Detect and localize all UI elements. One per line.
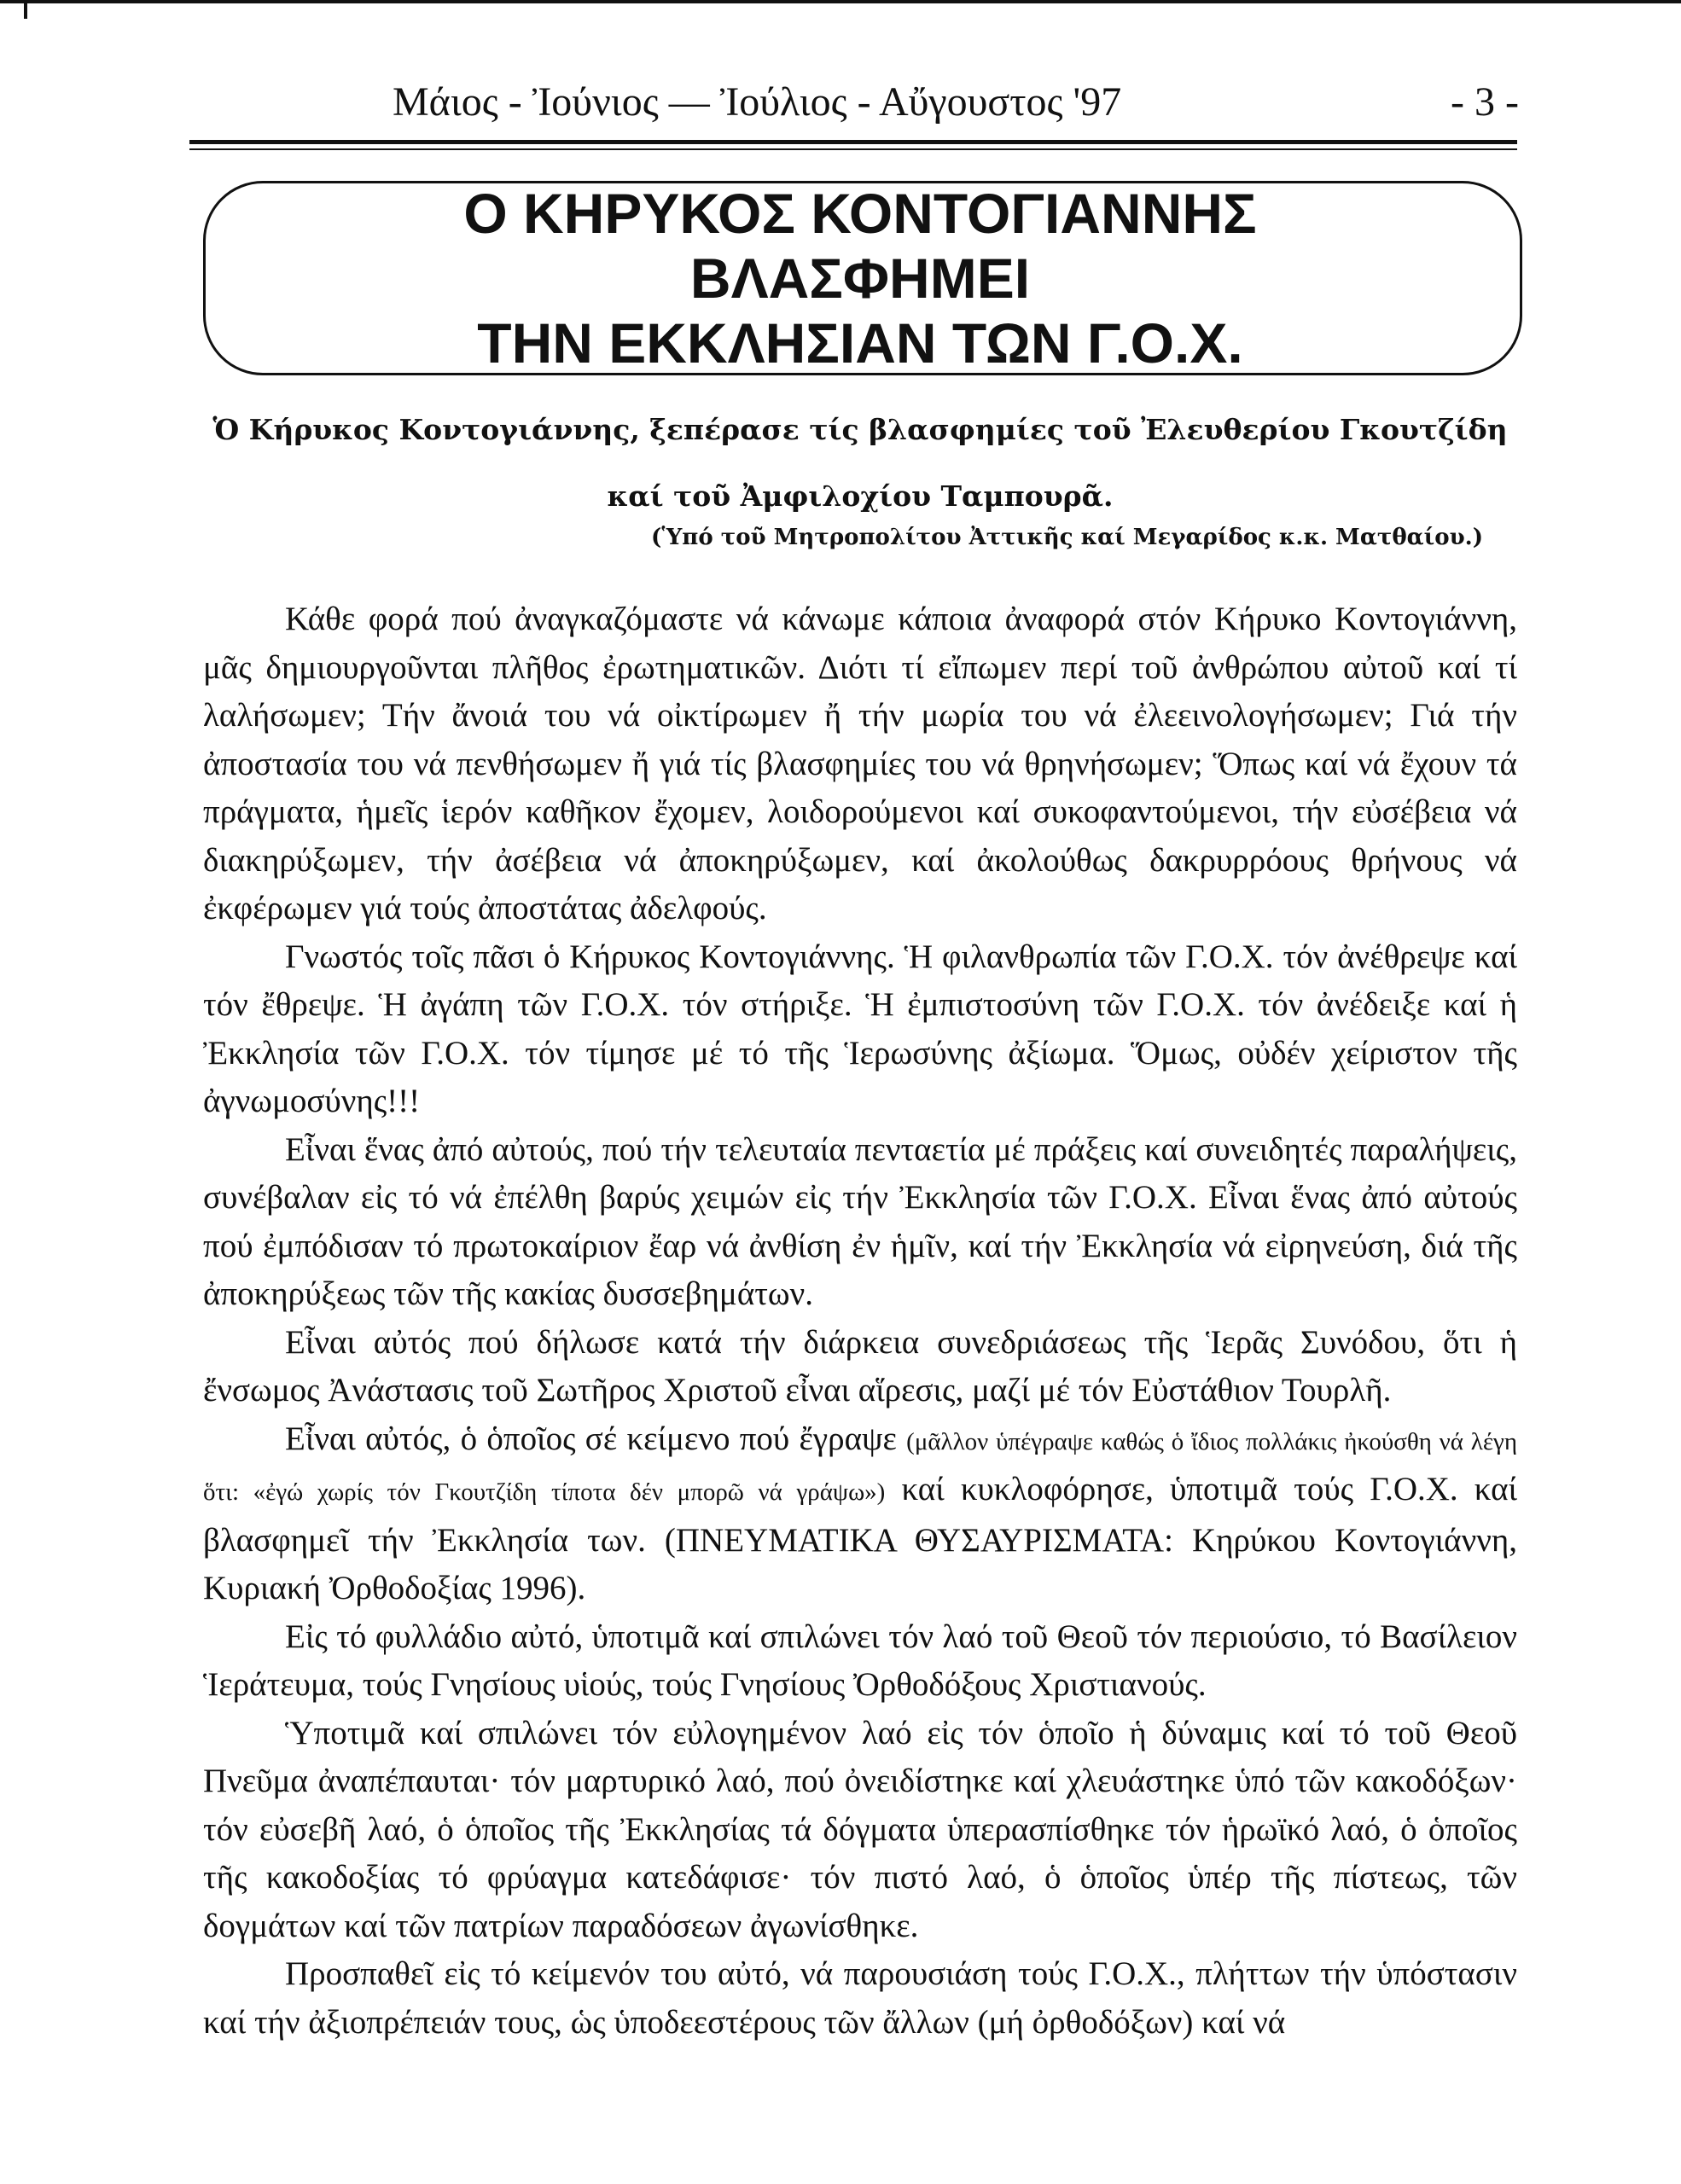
subtitle-line-2: καί τοῦ Ἀμφιλοχίου Ταμπουρᾶ.: [607, 479, 1114, 513]
headline-line-1: Ο ΚΗΡΥΚΟΣ ΚΟΝΤΟΓΙΑΝΝΗΣ: [463, 182, 1257, 245]
article-body: [203, 595, 1517, 2047]
headline-line-3: ΤΗΝ ΕΚΚΛΗΣΙΑΝ ΤΩΝ Γ.Ο.Χ.: [477, 311, 1243, 375]
header-rule-thin: [189, 148, 1517, 150]
paragraph-7: Ὑποτιμᾶ καί σπιλώνει τόν εὐλογημένον λαό εἰς τόν ὁποῖο ἡ δύναμις καί τό τοῦ Θεοῦ Πνεῦμα ἀναπέπαυται· τόν μαρτυρικό λαό, πού ὀνειδίστηκε καί χλευάστηκε ὑπό τῶν κακοδόξων· τόν εὐσεβῆ λαό, ὁ ὁποῖος τῆς Ἐκκλησίας τά δόγματα ὑπερασπίσθηκε τόν ἡρωϊκό λαό, ὁ ὁποῖος τῆς κακοδοξίας τό φρύαγμα κατεδάφισε· τόν πιστό λαό, ὁ ὁποῖος ὑπέρ τῆς πίστεως, τῶν δογμάτων καί τῶν πατρίων παραδόσεων ἀγωνίσθηκε.: [203, 1714, 1517, 1944]
paragraph-5-aside: (μᾶλλον ὑπέγραψε καθώς ὁ ἴδιος πολλάκις ἠκούσθη νά λέγη ὅτι: «ἐγώ χωρίς τόν Γκουτζίδη τίποτα δέν μπορῶ νά γράψω»): [203, 1427, 1518, 1506]
paragraph-2: Γνωστός τοῖς πᾶσι ὁ Κήρυκος Κοντογιάννης. Ἡ φιλανθρωπία τῶν Γ.Ο.Χ. τόν ἀνέθρεψε καί τόν ἔθρεψε. Ἡ ἀγάπη τῶν Γ.Ο.Χ. τόν στήριξε. Ἡ ἐμπιστοσύνη τῶν Γ.Ο.Χ. τόν ἀνέδειξε καί ἡ Ἐκκλησία τῶν Γ.Ο.Χ. τόν τίμησε μέ τό τῆς Ἱερωσύνης ἀξίωμα. Ὅμως, οὐδέν χείριστον τῆς ἀγνωμοσύνης!!!: [203, 938, 1517, 1119]
subtitle-line-1: Ὁ Κήρυκος Κοντογιάννης, ξεπέρασε τίς βλασφημίες τοῦ Ἐλευθερίου Γκουτζίδη: [212, 413, 1508, 446]
subtitle: [203, 397, 1517, 530]
author-byline: (Ὑπό τοῦ Μητροπολίτου Ἀττικῆς καί Μεγαρίδος κ.κ. Ματθαίου.): [651, 525, 1483, 550]
header-rule-thick: [189, 140, 1517, 144]
paragraph-5-end: καί κυκλοφόρησε, ὑποτιμᾶ τούς Γ.Ο.Χ. καί βλασφημεῖ τήν Ἐκκλησία των. (ΠΝΕΥΜΑΤΙΚΑ ΘΥΣΑΥΡΙΣΜΑΤΑ: Κηρύκου Κοντογιάννη, Κυριακή Ὀρθοδοξίας 1996).: [203, 1471, 1518, 1606]
paragraph-5: [203, 1415, 1517, 1613]
issue-date-title: Μάιος - Ἰούνιος — Ἰούλιος - Αὔγουστος '97: [393, 79, 1122, 125]
paragraph-3: Εἶναι ἕνας ἀπό αὐτούς, πού τήν τελευταία πενταετία μέ πράξεις καί συνειδητές παραλήψεις, συνέβαλαν εἰς τό νά ἐπέλθη βαρύς χειμών εἰς τήν Ἐκκλησία τῶν Γ.Ο.Χ. Εἶναι ἕνας ἀπό αὐτούς πού ἐμπόδισαν τό πρωτοκαίριον ἔαρ νά ἀνθίση ἐν ἡμῖν, καί τήν Ἐκκλησία νά εἰρηνεύση, διά τῆς ἀποκηρύξεως τῶν τῆς κακίας δυσσεβημάτων.: [203, 1130, 1517, 1312]
top-edge-rule: [0, 0, 1681, 3]
paragraph-6: Εἰς τό φυλλάδιο αὐτό, ὑποτιμᾶ καί σπιλώνει τόν λαό τοῦ Θεοῦ τόν περιούσιο, τό Βασίλειον Ἱεράτευμα, τούς Γνησίους υἱούς, τούς Γνησίους Ὀρθοδόξους Χριστιανούς.: [203, 1618, 1517, 1703]
paragraph-4: Εἶναι αὐτός πού δήλωσε κατά τήν διάρκεια συνεδριάσεως τῆς Ἱερᾶς Συνόδου, ὅτι ἡ ἔνσωμος Ἀνάστασις τοῦ Σωτῆρος Χριστοῦ εἶναι αἵρεσις, μαζί μέ τόν Εὐστάθιον Τουρλῆ.: [203, 1323, 1517, 1409]
top-edge-mark: [24, 0, 27, 19]
paragraph-8: Προσπαθεῖ εἰς τό κείμενόν του αὐτό, νά παρουσιάση τούς Γ.Ο.Χ., πλήττων τήν ὑπόστασιν καί τήν ἀξιοπρέπειάν τους, ὡς ὑποδεεστέρους τῶν ἄλλων (μή ὀρθοδόξων) καί νά: [203, 1955, 1517, 2041]
paragraph-1: Κάθε φορά πού ἀναγκαζόμαστε νά κάνωμε κάποια ἀναφορά στόν Κήρυκο Κοντογιάννη, μᾶς δημιουργοῦνται πλῆθος ἐρωτηματικῶν. Διότι τί εἴπωμεν περί τοῦ ἀνθρώπου αὐτοῦ καί τί λαλήσωμεν; Τήν ἄνοιά του νά οἰκτίρωμεν ἤ τήν μωρία του νά ἐλεεινολογήσωμεν; Γιά τήν ἀποστασία του νά πενθήσωμεν ἤ γιά τίς βλασφημίες του νά θρηνήσωμεν; Ὅπως καί νά ἔχουν τά πράγματα, ἡμεῖς ἱερόν καθῆκον ἔχομεν, λοιδορούμενοι καί συκοφαντούμενοι, τήν εὐσέβεια νά διακηρύξωμεν, τήν ἀσέβεια νά ἀποκηρύξωμεν, καί ἀκολούθως δακρυρρόους θρήνους νά ἐκφέρωμεν γιά τούς ἀποστάτας ἀδελφούς.: [203, 601, 1517, 926]
paragraph-5-start: Εἶναι αὐτός, ὁ ὁποῖος σέ κείμενο πού ἔγραψε: [285, 1420, 897, 1457]
page-number: - 3 -: [1451, 79, 1519, 125]
page-header: [171, 78, 1519, 138]
headline: [203, 181, 1517, 375]
headline-line-2: ΒΛΑΣΦΗΜΕΙ: [689, 247, 1031, 310]
